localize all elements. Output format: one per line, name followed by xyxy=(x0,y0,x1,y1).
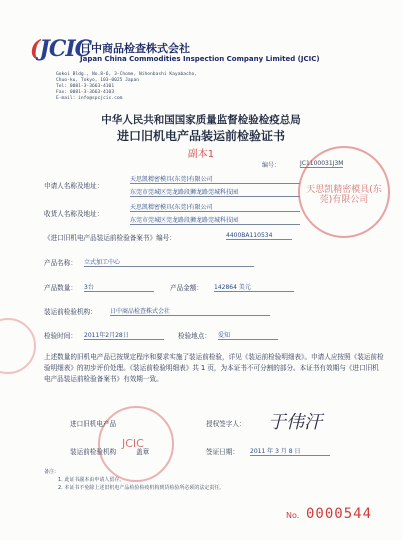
note-item: 2. 本证书不免除上述旧机电产品检验检疫机构到货检验所必须的法定责任。 xyxy=(58,485,225,491)
address-line: Fax: 0081-3-3663-4103 xyxy=(56,90,115,95)
inspection-place-value: 爱知 xyxy=(218,330,278,340)
jcic-seal-text: JCIC xyxy=(122,437,144,450)
agency-seal-label: 进口旧机电产品 xyxy=(70,420,117,428)
consignee-name: 天思凯精密模具(东莞)有限公司 xyxy=(130,202,300,212)
company-name-cn: 日中商品检查株式会社 xyxy=(80,42,190,55)
product-label: 产品名称： xyxy=(44,259,77,267)
certificate-body-text: 上述数量的旧机电产品已按规定程序和要求实施了装运前检验，详见《装运前检验明细表》。申请人应按照《装运前检验明细表》的初步评价处理。《装运前检验明细表》共 1 页，为本证书不可分割的部分。本证书有效期与《进口旧机电产品装运前检验备案书》有效期一致。 xyxy=(44,353,384,383)
applicant-address: 东莞市莞城区莞龙路段狮龙路莞城科技园 xyxy=(130,187,300,197)
cert-number-value: JC1100031J3M xyxy=(300,160,344,167)
certificate-title: 进口旧机电产品装运前检验证书 xyxy=(116,129,285,143)
issue-date-value: 2011 年 3 月 8 日 xyxy=(250,446,330,456)
agency-label: 装运前检验机构： xyxy=(44,308,97,316)
applicant-label: 申请人名称及地址： xyxy=(44,182,104,190)
consignee-label: 收货人名称及地址： xyxy=(44,210,104,218)
serial-label: No. xyxy=(286,511,300,520)
serial-number: 0000544 xyxy=(306,506,373,522)
inspection-place-label: 检验地点： xyxy=(178,332,211,340)
authority-title: 中华人民共和国国家质量监督检验检疫总局 xyxy=(101,114,301,126)
cert-number-label: 编号： xyxy=(262,162,281,169)
signer-label: 授权签字人： xyxy=(206,420,246,428)
issue-date-label: 签证日期： xyxy=(206,448,239,456)
filing-value: 4400BA110534 xyxy=(226,232,292,240)
amount-value: 142864 美元 xyxy=(214,282,294,292)
agency-value: 日中商品检查株式会社 xyxy=(110,306,270,316)
product-value: 立式加工中心 xyxy=(84,257,254,267)
company-name-en: Japan China Commodities Inspection Company Limited (JCIC) xyxy=(80,55,320,63)
inspection-date-value: 2011年2月28日 xyxy=(84,330,164,340)
edge-seal-stamp xyxy=(0,318,36,374)
signer-signature: 于伟汗 xyxy=(268,412,322,433)
quantity-label: 产品数量： xyxy=(44,284,77,292)
amount-label: 产品金额： xyxy=(170,284,203,292)
consignee-address: 东莞市莞城区莞龙路段狮龙路莞城科技园 xyxy=(130,215,300,225)
agency-seal-label-2: 装运前检验机构 xyxy=(70,448,117,456)
address-line: E-mail: info@spcjcic.com xyxy=(56,96,123,101)
notes-title: 备注： xyxy=(44,469,60,475)
applicant-name: 天思凯精密模具(东莞)有限公司 xyxy=(130,174,300,184)
company-seal-text: 天思凯精密模具(东莞)有限公司 xyxy=(306,185,382,205)
copy-label: 副本1 xyxy=(187,149,215,160)
quantity-value: 3台 xyxy=(84,282,154,292)
jcic-logo: (JCIC xyxy=(30,36,92,62)
filing-label: 《进口旧机电产品装运前检验备案书》编号： xyxy=(44,234,176,242)
agency-seal-suffix: 盖章 xyxy=(136,448,150,456)
address-line: Tel: 0081-3-3663-4101 xyxy=(56,84,115,89)
address-line: Chuo-ku, Tokyo, 103-0025 Japan xyxy=(56,78,139,83)
address-line: Gokoi Bldg., No.8-6, 3-Chome, Nihonbashi Kayabacho, xyxy=(56,72,198,77)
note-item: 1. 此证书副本由申请人留存。 xyxy=(58,477,125,483)
inspection-date-label: 检验时间： xyxy=(44,332,77,340)
